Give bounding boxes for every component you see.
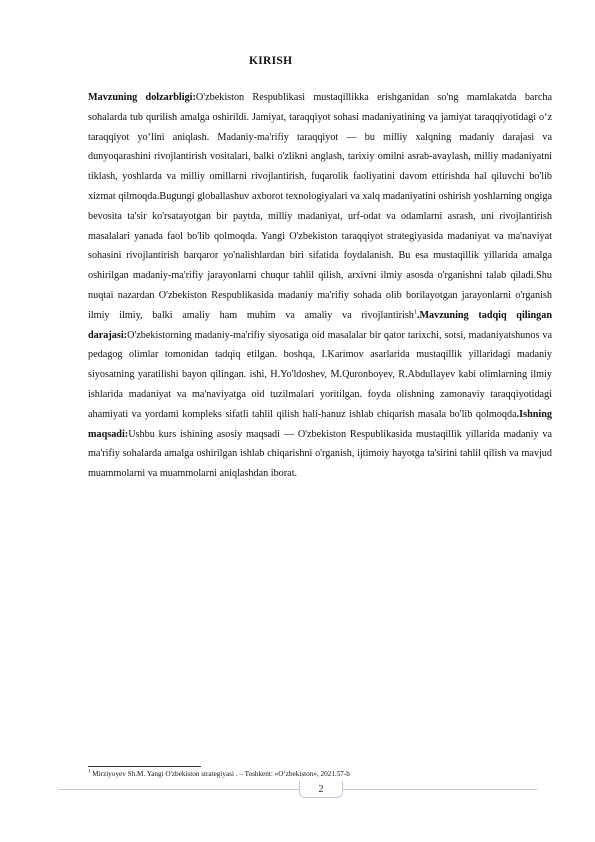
- footnote-number: 1: [88, 769, 91, 775]
- lead-label-relevance: Mavzuning dolzarbligi:: [88, 92, 196, 103]
- body-paragraph: [88, 88, 552, 484]
- footnote-divider: [88, 766, 201, 767]
- lead-label-research-degree: .Mavzuning tadqiq qilingan darajasi:: [88, 309, 552, 341]
- footnote-reference[interactable]: 1: [413, 309, 417, 316]
- research-degree-text: O'zbekistorning madaniy-ma'rifiy siyosatiga oid masalalar bir qator tarixchi, sotsi, madaniyatshunos va pedagog olimlar tomonidan tadqiq etilgan. boshqa, I.Karimov asarlarida mustaqillik yillaridagi madaniy siyosatning yaratilishi bayon qilingan. ishi, H.Yo'ldoshev, M.Quronboyev, R.Abdullayev kabi olimlarning ilmiy ishlarida madaniyat va ma'naviyatga oid tuzilmalari yoritilgan. foyda olishning zamonaviy taraqqiyotidagi ahamiyati va yordami kompleks sifatli tahlil qilish hali-hanuz ishlab chiqarish masala bo'lib qolmoqda: [88, 329, 552, 420]
- footnote: [88, 769, 552, 779]
- relevance-text: O'zbekiston Respublikasi mustaqillikka erishganidan so'ng mamlakatda barcha sohalarda tub qurilish amalga oshirildi. Jamiyat, taraqqiyot sohasi madaniyatining va jamiyat taraqqiyotidagi o‘z taraqqiyot yo‘lini aniqlash. Madaniy-ma'rifiy taraqqiyot — bu milliy xalqning madaniy darajasi va dunyoqarashini rivojlantirish vositalari, balki o'zlikni anglash, tarixiy omilni asrab-avaylash, milliy madaniyatni tiklash, yoshlarda va milliy omillarni rivojlantirish, fuqarolik faoliyatini davom ettirishda hal qiluvchi bo'lib xizmat qilmoqda.Bugungi globallashuv axborot texnologiyalari va xalq madaniyatini oshirish yoshlarning ongiga bevosita ta'sir ko'rsatayotgan bir paytda, milliy madaniyat, urf-odat va odamlarni asrash, uni rivojlantirish masalalari yanada faol bo'lib qolmoqda. Yangi O'zbekiston taraqqiyot strategiyasida madaniyat va ma'naviyat sohasini rivojlantirish barqaror yo'nalishlardan biri sifatida foydalanish. Bu esa mustaqillik yillarida amalga oshirilgan madaniy-ma'rifiy jarayonlarni chuqur tahlil qilish, arxivni ilmiy asosda o'rganishni talab qiladi.Shu nuqtai nazardan O'zbekiston Respublikasida madaniy ma'rifiy sohada olib borilayotgan jarayonlarni o'rganish ilmiy ilmiy, balki amaliy ham muhim va amaliy va rivojlantirish: [88, 92, 552, 321]
- page-number-rule-right: [341, 789, 537, 790]
- page-title: KIRISH: [249, 55, 293, 67]
- page-number-rule-left: [59, 789, 299, 790]
- goal-text: Ushbu kurs ishining asosiy maqsadi — O'zbekiston Respublikasida mustaqillik yillarida madaniy va ma'rifiy sohalarda amalga oshirilgan ishlab chiqarishni o'rganish, ijtimoiy hayotga ta'sirini tahlil qilish va mavjud muammolarni va muammolarni aniqlashdan iborat.: [88, 428, 552, 480]
- footnote-text: Mirziyoyev Sh.M. Yangi O'zbekiston strategiyasi . – Toshkent: «O‘zbekiston», 2021.57-b: [90, 770, 350, 778]
- lead-label-goal: .Ishning maqsadi:: [88, 408, 552, 440]
- page-number: 2: [299, 781, 343, 798]
